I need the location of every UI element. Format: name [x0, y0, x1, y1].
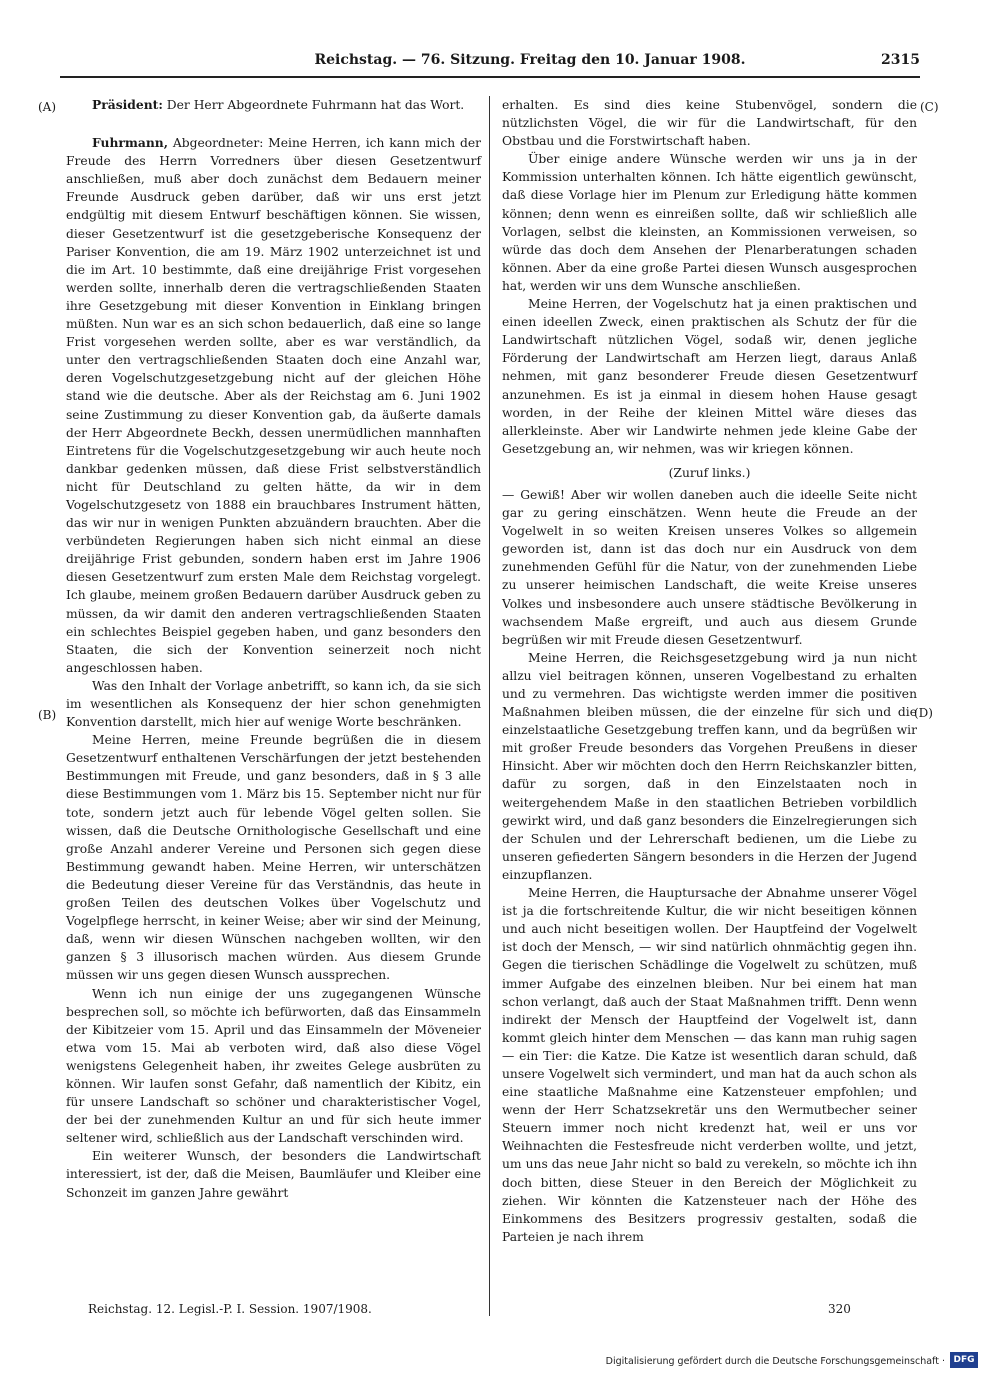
paragraph: Meine Herren, meine Freunde begrüßen die in diesem Gesetzentwurf enthaltenen Verschärfungen der jetzt bestehenden Bestimmungen mit Freude, und ganz besonders, daß in § 3 alle diese Bestimmungen vom 1. März bis 15. September nicht nur für tote, sondern jetzt auch für lebende Vögel gelten sollen. Sie wissen, daß die Deutsche Ornithologische Gesellschaft und eine große Anzahl anderer Vereine und Personen sich gegen diese Bestimmung gewandt haben. Meine Herren, wir unterschätzen die Bedeutung dieser Vereine für das Verständnis, das heute in großen Teilen des deutschen Volkes über Vogelschutz und Vogelpflege herrscht, in keiner Weise; aber wir sind der Meinung, daß, wenn wir diesen Wünschen nachgeben wollten, wir den ganzen § 3 illusorisch machen würden. Aus diesem Grunde müssen wir uns gegen diesen Wunsch aussprechen.	[66, 733, 481, 983]
paragraph: Meine Herren, die Reichsgesetzgebung wird ja nun nicht allzu viel beitragen können, unseren Vogelbestand zu erhalten und zu vermehren. Das wichtigste werden immer die positiven Maßnahmen bleiben müssen, die der einzelne für sich und die einzelstaatliche Gesetzgebung treffen kann, und da begrüßen wir mit großer Freude besonders das Vorgehen Preußens in dieser Hinsicht. Aber wir möchten doch den Herrn Reichskanzler bitten, dafür zu sorgen, daß in den Einzelstaaten noch in weitergehendem Maße in den staatlichen Betrieben vorbildlich gewirkt wird, und daß ganz besonders die Einzelregierungen sich der Schulen und der Lehrerschaft bedienen, um die Liebe zu unseren gefiederten Sängern besonders in die Herzen der Jugend einzupflanzen.	[502, 650, 917, 882]
margin-mark-b: (B)	[38, 708, 57, 722]
paragraph-text: Abgeordneter: Meine Herren, ich kann mich der Freude des Herrn Vorredners über diesen Gesetzentwurf anschließen, muß aber doch zunächst dem Bedauern meiner Freunde Ausdruck geben darüber, daß wir uns erst jetzt endgültig mit diesem Entwurf beschäftigen können. Sie wissen, dieser Gesetzentwurf ist die gesetzgeberische Konsequenz der Pariser Konvention, die am 19. März 1902 unterzeichnet ist und die im Art. 10 bestimmte, daß eine dreijährige Frist vorgesehen werden sollte, innerhalb deren die vertragschließenden Staaten ihre Gesetzgebung mit dieser Konvention in Einklang bringen müßten. Nun war es an sich schon bedauerlich, daß eine so lange Frist vorgesehen werden sollte, aber es war verständlich, da unter den vertragschließenden Staaten doch eine Anzahl war, deren Vogelschutzgesetzgebung nicht auf der gleichen Höhe stand wie die deutsche. Aber als der Reichstag am 6. Juni 1902 seine Zustimmung zu dieser Konvention gab, da äußerte damals der Herr Abgeordnete Beckh, dessen unermüdlichen mannhaften Eintretens für die Vogelschutzgesetzgebung wir auch heute noch dankbar gedenken müssen, daß diese Frist selbstverständlich nicht für Deutschland zu gelten hätte, da wir in dem Vogelschutzgesetz von 1888 ein brauchbares Instrument hätten, das wir nur in wenigen Punkten abzuändern brauchten. Aber die verbündeten Regierungen haben sich nicht einmal an diese dreijährige Frist gebunden, sondern haben erst im Jahre 1906 diesen Gesetzentwurf zum ersten Male dem Reichstag vorgelegt. Ich glaube, meinem großen Bedauern darüber Ausdruck geben zu müssen, da wir damit den anderen vertragschließenden Staaten ein schlechtes Beispiel gegeben haben, und ganz besonders den Staaten, die sich der Konvention seinerzeit noch nicht angeschlossen haben.	[66, 136, 481, 675]
header-rule	[60, 76, 920, 78]
paragraph: Über einige andere Wünsche werden wir uns ja in der Kommission unterhalten können. Ich hätte eigentlich gewünscht, daß diese Vorlage hier im Plenum zur Erledigung hätte kommen können; denn wenn es einreißen sollte, daß wir schließlich alle Vorlagen, selbst die kleinsten, an Kommissionen verweisen, so würde das doch dem Ansehen der Plenarberatungen schaden können. Aber da eine große Partei diesen Wunsch ausgesprochen hat, werden wir uns dem Wunsche anschließen.	[502, 152, 917, 293]
fuhrmann-paragraph	[66, 134, 481, 677]
speaker-name: Präsident:	[92, 97, 163, 112]
dfg-logo: DFG	[950, 1352, 978, 1368]
paragraph: Meine Herren, der Vogelschutz hat ja einen praktischen und einen ideellen Zweck, einen praktischen als Schutz der für die Landwirtschaft nützlichen Vögel, sodaß wir, denen jegliche Förderung der Landwirtschaft am Herzen liegt, daraus Anlaß nehmen, mit ganz besonderer Freude diesen Gesetzentwurf anzunehmen. Es ist ja einmal in diesem hohen Hause gesagt worden, in der Reihe der kleinen Mittel wäre dieses das allerkleinste. Aber wir Landwirte nehmen jede kleine Gabe der Gesetzgebung an, wir nehmen, was wir kriegen können.	[502, 297, 917, 456]
interjection: (Zuruf links.)	[668, 465, 751, 480]
paragraph: Ein weiterer Wunsch, der besonders die Landwirtschaft interessiert, ist der, daß die Meisen, Baumläufer und Kleiber eine Schonzeit im ganzen Jahre gewährt	[66, 1149, 481, 1200]
left-column	[66, 96, 481, 1202]
margin-mark-a: (A)	[38, 100, 57, 114]
paragraph: Was den Inhalt der Vorlage anbetrifft, so kann ich, da sie sich im wesentlichen als Konsequenz der hier schon genehmigten Konvention darstellt, mich hier auf wenige Worte beschränken.	[66, 678, 481, 730]
column-divider	[489, 96, 490, 1316]
margin-mark-d: (D)	[914, 706, 933, 720]
footer-session-info: Reichstag. 12. Legisl.-P. I. Session. 1907/1908.	[88, 1302, 372, 1316]
president-paragraph	[66, 96, 481, 114]
paragraph: erhalten. Es sind dies keine Stubenvögel, sondern die nützlichsten Vögel, die wir für die Landwirtschaft, für den Obstbau und die Forstwirtschaft haben.	[502, 98, 917, 149]
footer-sheet-number: 320	[828, 1302, 851, 1316]
paragraph: Meine Herren, die Hauptursache der Abnahme unserer Vögel ist ja die fortschreitende Kultur, die wir nicht beseitigen können und auch nicht beseitigen wollen. Der Hauptfeind der Vogelwelt ist doch der Mensch, — wir sind natürlich ohnmächtig gegen ihn. Gegen die tierischen Schädlinge die Vogelwelt zu schützen, muß immer Aufgabe des einzelnen bleiben. Nur bei einem hat man schon verlangt, daß auch der Staat Maßnahmen trifft. Denn wenn indirekt der Mensch der Hauptfeind der Vogelwelt ist, dann kommt gleich hinter dem Menschen — das kann man ruhig sagen — ein Tier: die Katze. Die Katze ist wesentlich daran schuld, daß unsere Vogelwelt sich vermindert, und man hat da auch schon als eine staatliche Maßnahme eine Katzensteuer empfohlen; und wenn der Herr Schatzsekretär uns den Wermutbecher seiner Steuern immer noch nicht kredenzt hat, weil er uns vor Weihnachten die Festesfreude nicht verderben wollte, und jetzt, um uns das neue Jahr nicht so bald zu verekeln, so möchte ich ihn doch bitten, diese Steuer in den Bereich der Möglichkeit zu ziehen. Wir könnten die Katzensteuer nach der Höhe des Einkommens des Besitzers progressiv gestalten, sodaß die Parteien je nach ihrem	[502, 886, 917, 1244]
page-header	[60, 50, 920, 80]
paragraph-text: Der Herr Abgeordnete Fuhrmann hat das Wort.	[162, 98, 465, 112]
right-column	[502, 96, 917, 1246]
paragraph: Wenn ich nun einige der uns zugegangenen Wünsche besprechen soll, so möchte ich befürworten, daß das Einsammeln der Kibitzeier vom 15. April und das Einsammeln der Möveneier etwa vom 15. Mai ab verboten wird, daß also diese Vögel wenigstens Gelegenheit haben, ihr zweites Gelege ausbrüten zu können. Wir laufen sonst Gefahr, daß namentlich der Kibitz, ein für unsere Landschaft so schöner und charakteristischer Vogel, der bei der zunehmenden Kultur an und für sich heute immer seltener wird, schließlich aus der Landschaft verschinden wird.	[66, 986, 481, 1146]
digitization-note: Digitalisierung gefördert durch die Deutsche Forschungsgemeinschaft ·	[605, 1356, 945, 1367]
page-number: 2315	[881, 52, 920, 68]
paragraph: — Gewiß! Aber wir wollen daneben auch die ideelle Seite nicht gar zu gering einschätzen. Wenn heute die Freude an der Vogelwelt in so weiten Kreisen unseres Volkes so allgemein geworden ist, dann ist das doch nur ein Ausdruck von dem zunehmenden Gefühl für die Natur, von der zunehmenden Liebe zu unserer heimischen Landschaft, die weite Kreise unseres Volkes und insbesondere auch unsere städtische Bevölkerung in wachsendem Maße ergreift, und auch aus diesem Grunde begrüßen wir mit Freude diesen Gesetzentwurf.	[502, 487, 917, 647]
speaker-name: Fuhrmann,	[92, 135, 169, 151]
header-title: Reichstag. — 76. Sitzung. Freitag den 10. Januar 1908.	[314, 52, 746, 68]
margin-mark-c: (C)	[920, 100, 939, 114]
